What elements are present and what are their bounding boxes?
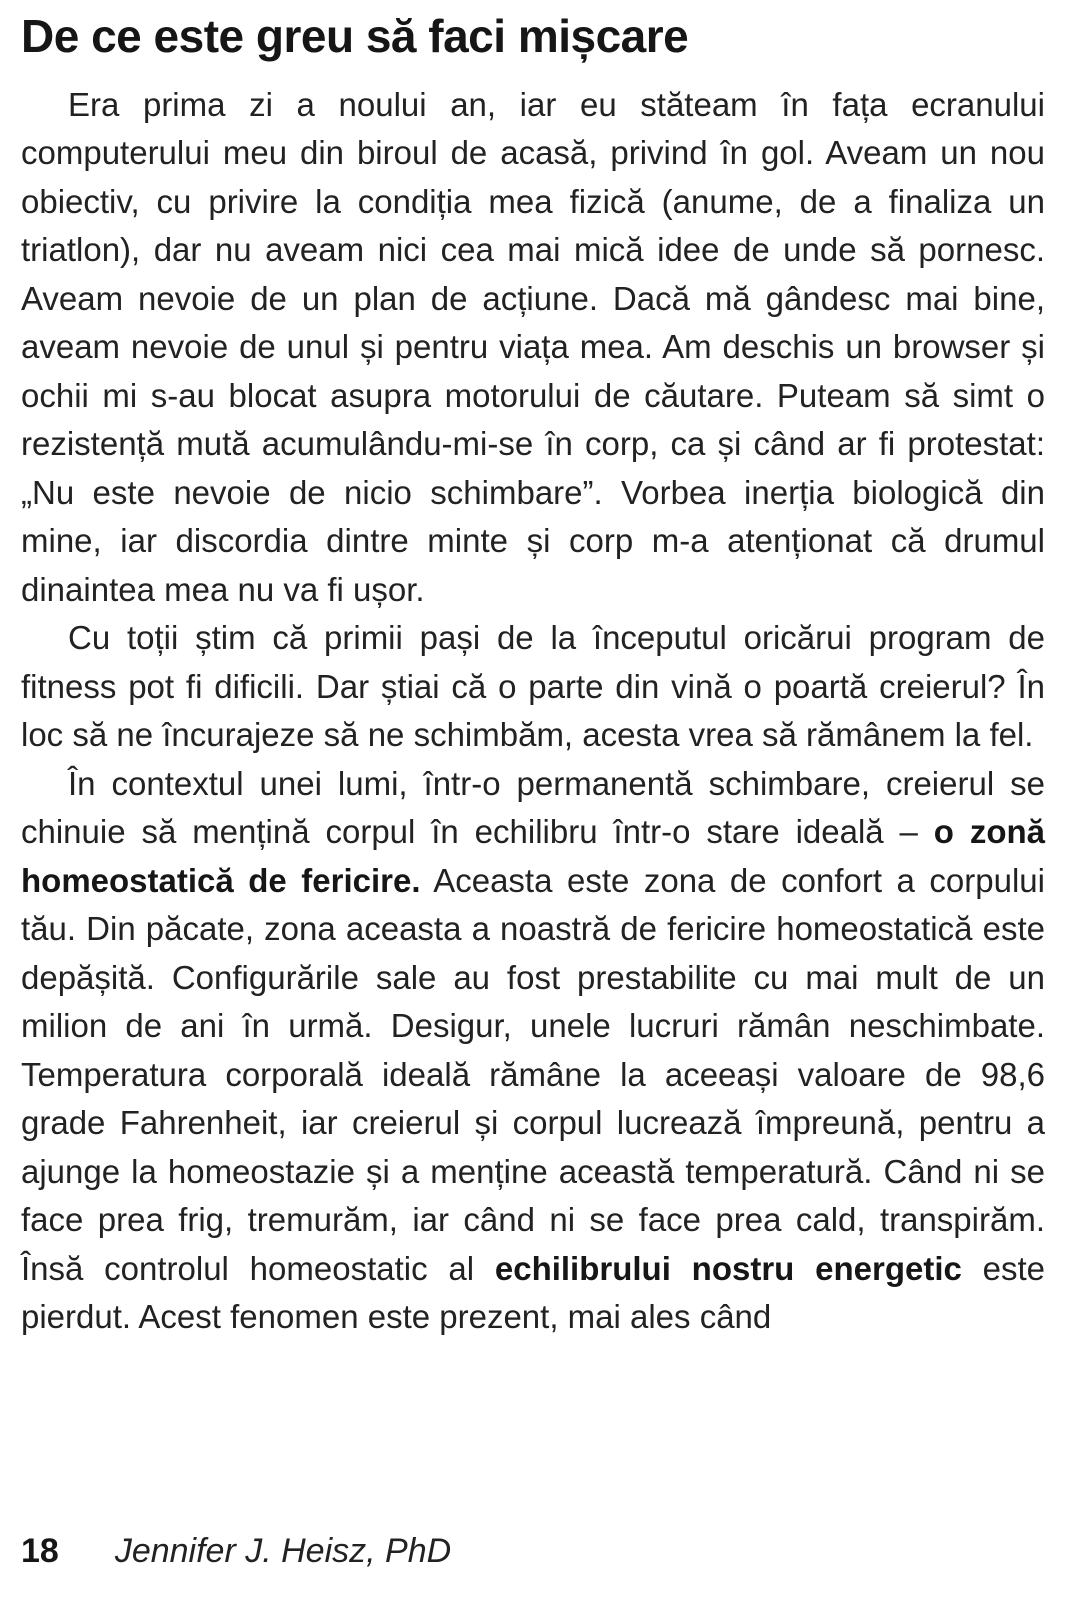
body-text bbox=[21, 81, 1045, 1342]
page-footer bbox=[21, 1532, 1045, 1571]
paragraph: Era prima zi a noului an, iar eu stăteam în fața ecranului computerului meu din biroul de acasă, privind în gol. Aveam un nou obiectiv, cu privire la condiția mea fizică (anume, de a finaliza un triatlon), dar nu aveam nici cea mai mică idee de unde să pornesc. Aveam nevoie de un plan de acțiune. Dacă mă gândesc mai bine, aveam nevoie de unul și pentru viața mea. Am deschis un browser și ochii mi s-au blocat asupra motorului de căutare. Puteam să simt o rezistență mută acumulându-mi-se în corp, ca și când ar fi protestat: „Nu este nevoie de nicio schimbare”. Vorbea inerția biologică din mine, iar discordia dintre minte și corp m-a atenționat că drumul dinaintea mea nu va fi ușor. bbox=[21, 85, 1045, 608]
running-title: Jennifer J. Heisz, PhD bbox=[114, 1532, 452, 1570]
page-number: 18 bbox=[21, 1532, 59, 1570]
paragraph: În contextul unei lumi, într-o permanentă schimbare, creierul se chinuie să mențină corpul în echilibru într-o stare ideală – o zonă homeostatică de fericire. Aceasta este zona de confort a corpului tău. Din păcate, zona aceasta a noastră de fericire homeostatică este depășită. Configurările sale au fost prestabilite cu mai mult de un milion de ani în urmă. Desigur, unele lucruri rămân neschimbate. Temperatura corporală ideală rămâne la aceeași valoare de 98,6 grade Fahrenheit, iar creierul și corpul lucrează împreună, pentru a ajunge la homeostazie și a menține această temperatură. Când ni se face prea frig, tremurăm, iar când ni se face prea cald, transpirăm. Însă controlul homeostatic al echilibrului nostru energetic este pierdut. Acest fenomen este prezent, mai ales când bbox=[21, 764, 1046, 1336]
paragraph: Cu toții știm că primii pași de la începutul oricărui program de fitness pot fi dificili. Dar știai că o parte din vină o poartă creierul? În loc să ne încurajeze să ne schimbăm, acesta vrea să rămânem la fel. bbox=[21, 619, 1045, 754]
chapter-title: De ce este greu să faci mișcare bbox=[21, 10, 689, 62]
